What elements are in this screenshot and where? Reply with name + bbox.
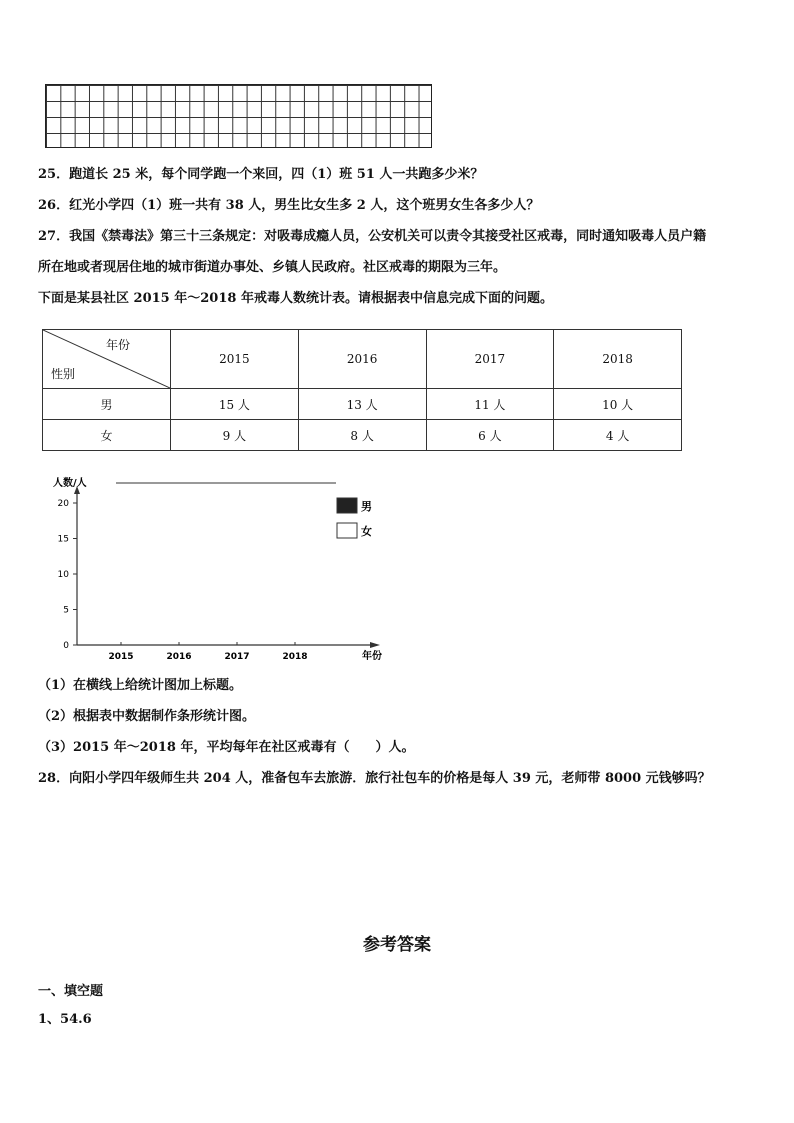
table-cell: 8 人	[298, 420, 426, 451]
question-28: 28．向阳小学四年级师生共 204 人，准备包车去旅游．旅行社包车的价格是每人 39 元，老师带 8000 元钱够吗？	[38, 771, 711, 786]
legend-swatch	[337, 523, 357, 538]
question-27-line2: 所在地或者现居住地的城市街道办事处、乡镇人民政府。社区戒毒的期限为三年。	[38, 260, 507, 275]
table-cell: 13 人	[298, 389, 426, 420]
table-row-female	[43, 420, 682, 451]
x-axis-label: 年份	[362, 651, 382, 662]
table-year-cell: 2016	[298, 330, 426, 389]
table-cell: 9 人	[171, 420, 299, 451]
legend-label: 女	[361, 525, 372, 538]
table-cell: 11 人	[426, 389, 554, 420]
table-diagonal-header	[43, 330, 171, 389]
table-header-row	[43, 330, 682, 389]
answers-section: 一、填空题	[38, 984, 104, 999]
writing-grid	[45, 84, 432, 148]
header-gender: 性别	[51, 367, 76, 381]
table-cell: 4 人	[554, 420, 682, 451]
table-cell: 6 人	[426, 420, 554, 451]
question-25: 25．跑道长 25 米，每个同学跑一个来回，四（1）班 51 人一共跑多少米？	[38, 167, 484, 182]
y-tick-label: 0	[63, 641, 69, 651]
question-27-line3: 下面是某县社区 2015 年～2018 年戒毒人数统计表。请根据表中信息完成下面的问题。	[38, 291, 553, 306]
x-tick-label: 2018	[282, 652, 308, 662]
table-cell: 15 人	[171, 389, 299, 420]
answers-title: 参考答案	[363, 935, 431, 955]
y-axis-label: 人数/人	[53, 478, 87, 489]
question-27-sub3: （3）2015 年～2018 年，平均每年在社区戒毒有（ ）人。	[38, 740, 415, 755]
table-row-label: 女	[43, 420, 171, 451]
bar-chart	[40, 470, 390, 670]
legend-swatch	[337, 498, 357, 513]
y-tick-label: 5	[63, 605, 69, 616]
table-row-label: 男	[43, 389, 171, 420]
question-27-sub2: （2）根据表中数据制作条形统计图。	[38, 709, 256, 724]
y-tick-label: 10	[57, 570, 69, 580]
table-row-male	[43, 389, 682, 420]
x-tick-label: 2015	[108, 652, 134, 662]
x-axis-arrow	[370, 642, 380, 648]
header-year: 年份	[105, 338, 130, 352]
table-year-cell: 2017	[426, 330, 554, 389]
question-27-line1: 27．我国《禁毒法》第三十三条规定：对吸毒成瘾人员，公安机关可以责令其接受社区戒毒，同时通知吸毒人员户籍	[38, 229, 707, 244]
answer-1: 1、54.6	[38, 1012, 92, 1027]
question-26: 26．红光小学四（1）班一共有 38 人，男生比女生多 2 人，这个班男女生各多少人？	[38, 198, 540, 213]
x-tick-label: 2016	[166, 652, 192, 662]
table-cell: 10 人	[554, 389, 682, 420]
legend-label: 男	[361, 500, 372, 513]
y-tick-label: 20	[57, 499, 69, 509]
question-27-sub1: （1）在横线上给统计图加上标题。	[38, 678, 243, 693]
statistics-table	[42, 329, 682, 451]
y-tick-label: 15	[57, 534, 69, 545]
table-year-cell: 2015	[171, 330, 299, 389]
table-year-cell: 2018	[554, 330, 682, 389]
x-tick-label: 2017	[224, 652, 250, 662]
